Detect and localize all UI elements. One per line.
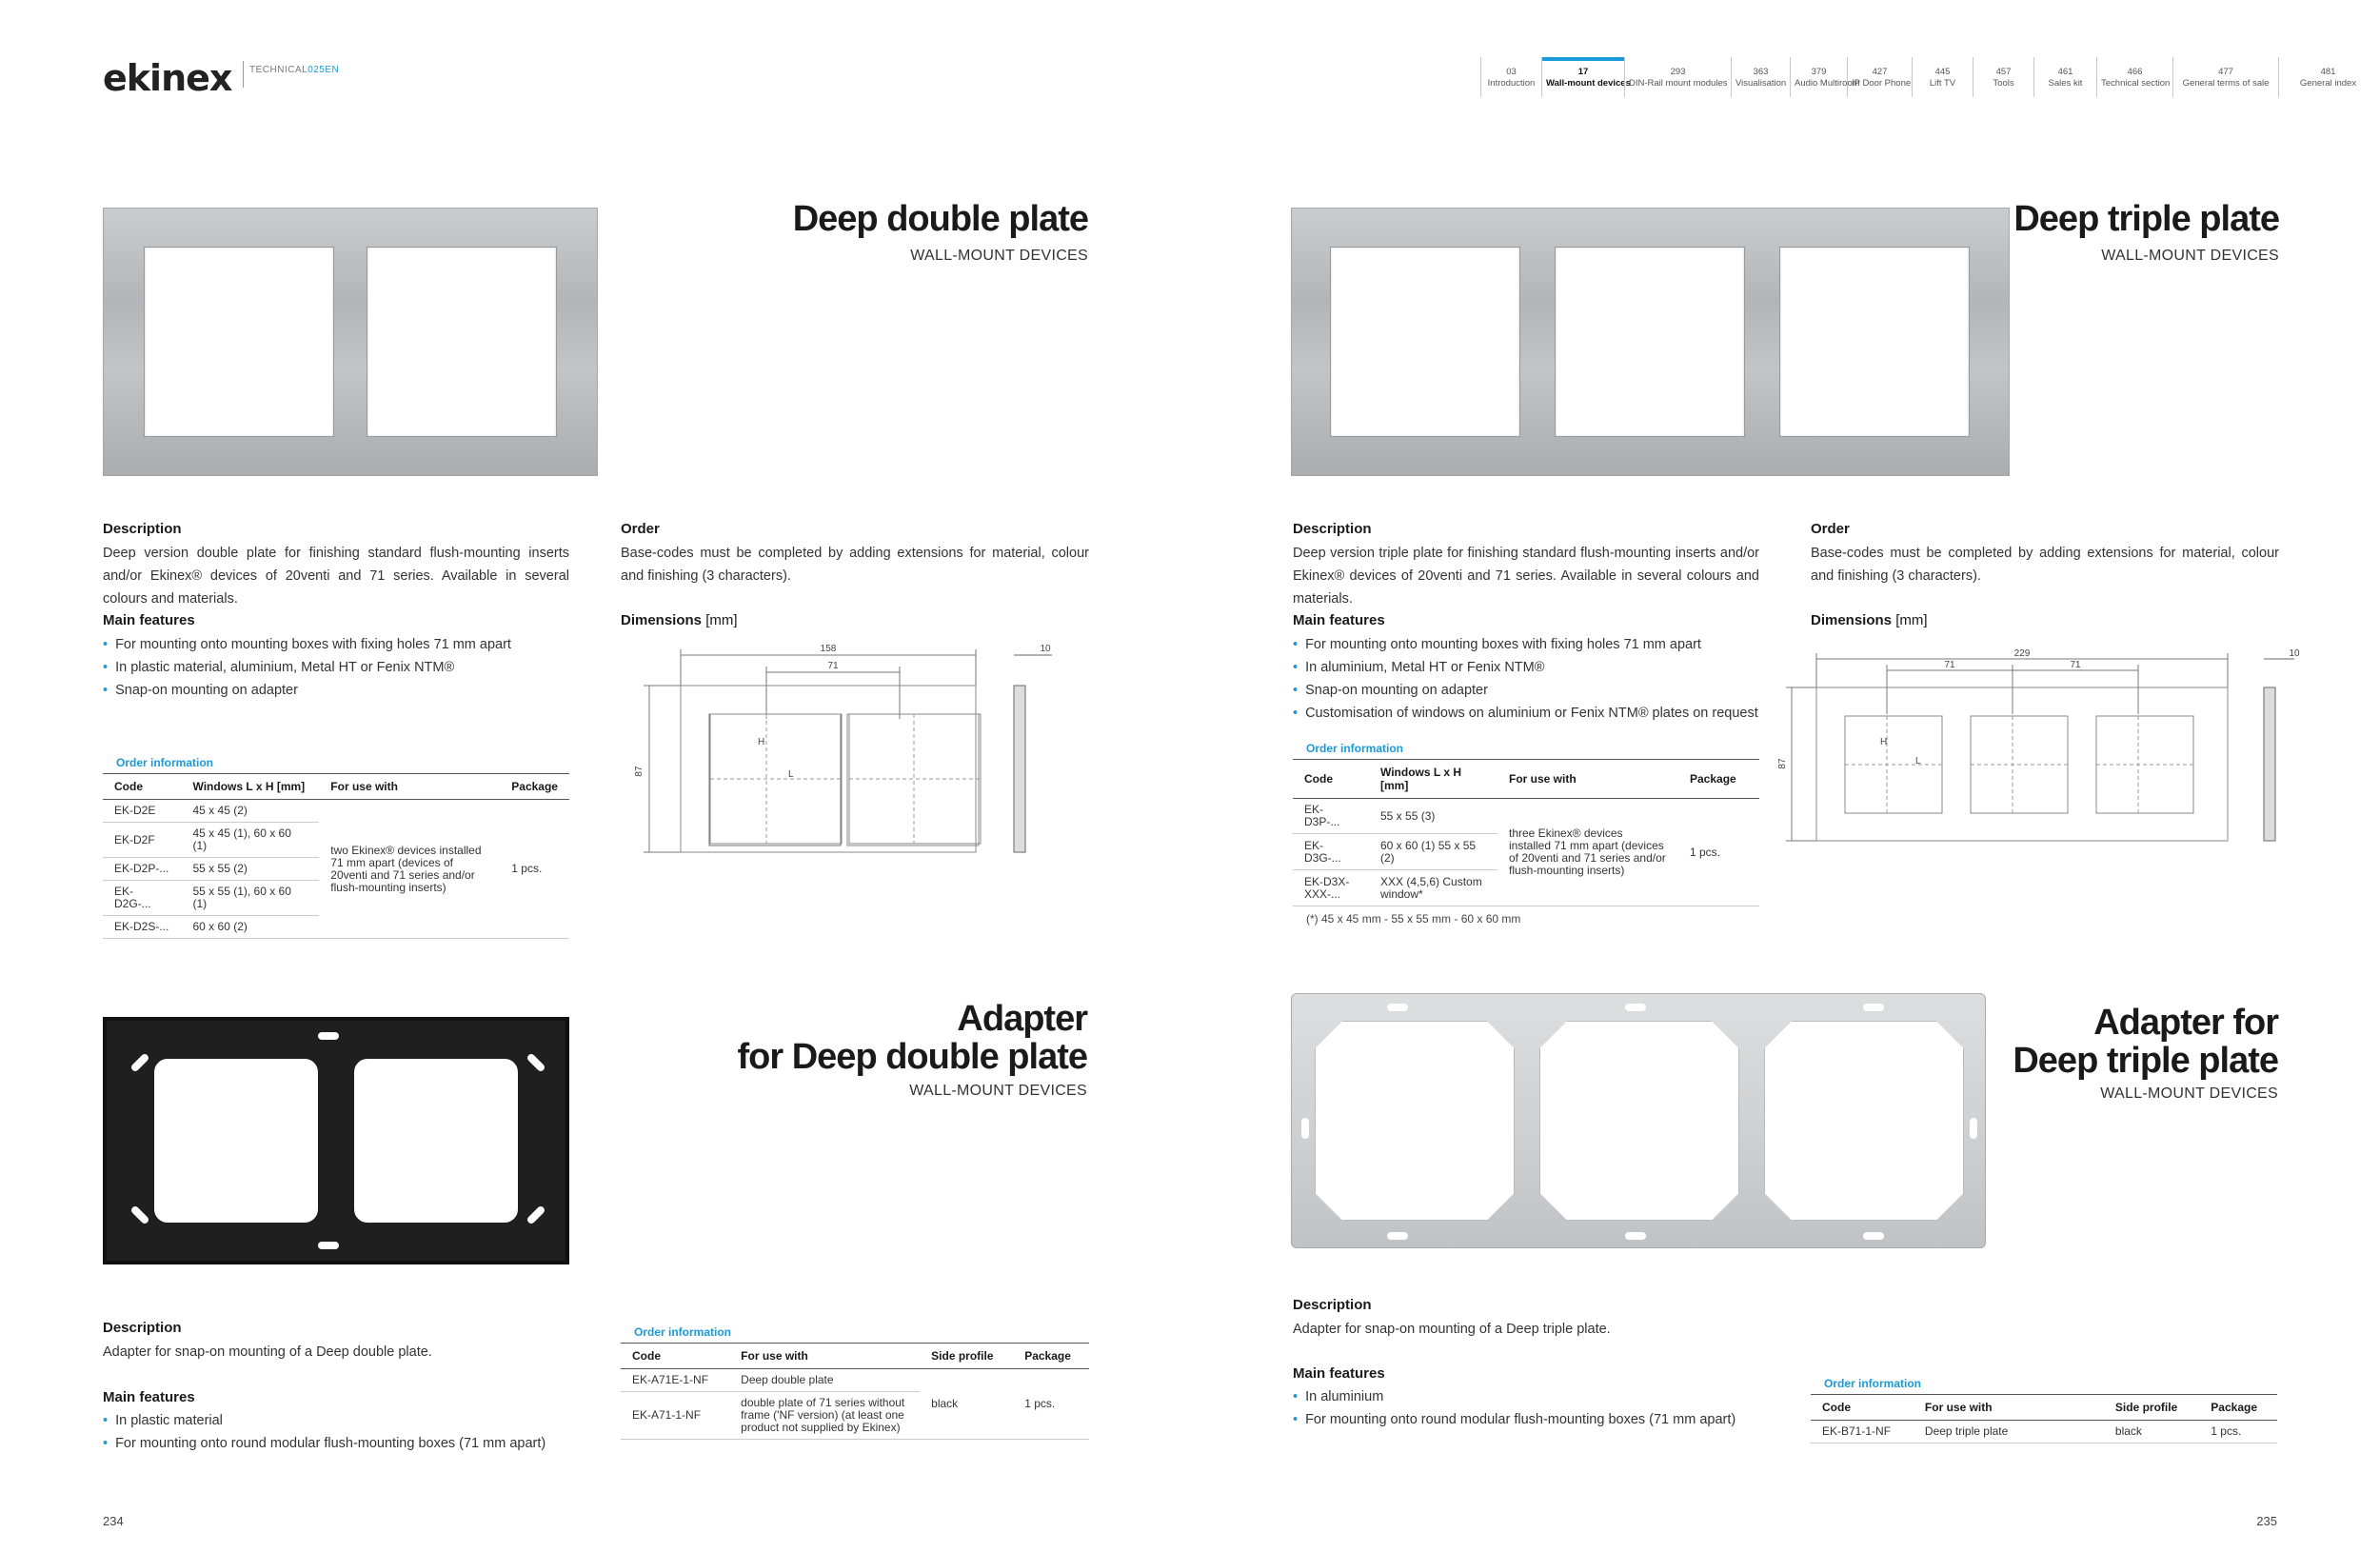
table-row: EK-D3P-... 55 x 55 (3) three Ekinex® devices installed 71 mm apart (devices of 20venti and 71 series and/or flush-mounting inserts) 1 pcs. [1293,799,1759,834]
nav-tab-din-rail-mount-modules[interactable]: 293 DIN-Rail mount modules [1624,57,1731,97]
double-plate-order-text: Base-codes must be completed by adding extensions for material, colour and finishing (3 characters). [621,546,1089,584]
nav-tab-introduction[interactable]: 03 Introduction [1480,57,1541,97]
svg-text:10: 10 [2289,648,2300,659]
nav-tab-lift-tv[interactable]: 445 Lift TV [1912,57,1973,97]
svg-text:10: 10 [1040,644,1051,654]
svg-text:87: 87 [634,766,645,777]
double-adapter-order-info-title: Order information [634,1325,732,1339]
nav-tab-tools[interactable]: 457 Tools [1973,57,2033,97]
double-plate-subtitle: WALL-MOUNT DEVICES [910,248,1088,264]
svg-text:L: L [1915,756,1921,767]
double-plate-features: • For mounting onto mounting boxes with fixing holes 71 mm apart • In plastic material, aluminium, Metal HT or Fenix NTM® • Snap-on mounting on adapter [103,633,579,702]
double-adapter-description: Adapter for snap-on mounting of a Deep double plate. [103,1344,432,1360]
triple-plate-dimension-drawing [1777,647,2332,857]
svg-text:229: 229 [2013,648,2031,659]
nav-tab-general-index[interactable]: 481 General index [2278,57,2377,97]
double-adapter-order-table: Code For use with Side profile Package EK-A71E-1-NF Deep double plate black 1 pcs. EK-A71-1-NF double plate of 71 series without frame ('NF version) (at least one product not supplied by Ekinex) [621,1343,1089,1440]
page-number-right: 235 [2256,1514,2277,1528]
double-adapter-description-heading: Description [103,1320,182,1336]
svg-text:71: 71 [827,661,839,671]
double-adapter-image [103,1017,569,1264]
triple-adapter-order-info-title: Order information [1824,1377,1922,1390]
section-nav [1480,57,2377,97]
triple-plate-footnote: (*) 45 x 45 mm - 55 x 55 mm - 60 x 60 mm [1306,912,1521,926]
triple-adapter-image [1291,993,1986,1248]
triple-adapter-description-heading: Description [1293,1297,1372,1313]
logo-divider [243,61,244,88]
double-adapter-features: • In plastic material • For mounting onto round modular flush-mounting boxes (71 mm apart) [103,1409,636,1455]
table-row: EK-D2F 45 x 45 (1), 60 x 60 (1) [103,823,569,858]
triple-adapter-title: Adapter for Deep triple plate [2013,1003,2278,1081]
double-plate-order-info-title: Order information [116,756,214,769]
table-row: EK-A71-1-NF double plate of 71 series without frame ('NF version) (at least one product not supplied by Ekinex) [621,1392,1089,1440]
brand-logo: ekinex [103,57,232,99]
double-plate-image [103,208,598,476]
double-plate-order-table: Code Windows L x H [mm] For use with Package EK-D2E 45 x 45 (2) two Ekinex® devices installed 71 mm apart (devices of 20venti and 71 series and/or flush-mounting inserts) 1 pcs. EK-D2F 45 x 45 (1), 60 x 60 (1) EK-D2P-... 55 x 55 (2) EK-D2G-... 55 x 55 (1), 60 x 60 (1) EK-D2S-... 60 x 60 (2) [103,773,569,939]
table-row: EK-A71E-1-NF Deep double plate black 1 pcs. [621,1369,1089,1392]
svg-text:71: 71 [2070,660,2081,670]
catalog-code: TECHNICAL025EN [249,65,340,75]
double-plate-dimensions-heading: Dimensions [mm] [621,612,738,628]
nav-tab-ip-door-phone[interactable]: 427 IP Door Phone [1847,57,1912,97]
page-number-left: 234 [103,1514,124,1528]
triple-plate-features: • For mounting onto mounting boxes with fixing holes 71 mm apart • In aluminium, Metal HT or Fenix NTM® • Snap-on mounting on adapter • Customisation of windows on aluminium or Fenix NTM® plates on request [1293,633,1769,725]
triple-plate-dimensions-heading: Dimensions [mm] [1811,612,1928,628]
triple-adapter-features: • In aluminium • For mounting onto round modular flush-mounting boxes (71 mm apart) [1293,1385,1788,1431]
nav-tab-technical-section[interactable]: 466 Technical section [2096,57,2172,97]
double-adapter-features-heading: Main features [103,1389,195,1405]
double-plate-description-heading: Description [103,521,182,537]
triple-plate-image [1291,208,2010,476]
triple-plate-description: Deep version triple plate for finishing standard flush-mounting inserts and/or Ekinex® devices of 20venti and 71 series. Available in several colours and materials. [1293,546,1759,607]
triple-plate-order-table: Code Windows L x H [mm] For use with Package EK-D3P-... 55 x 55 (3) three Ekinex® devices installed 71 mm apart (devices of 20venti and 71 series and/or flush-mounting inserts) 1 pcs. EK-D3G-... 60 x 60 (1) 55 x 55 (2) EK-D3X-XXX-... XXX (4,5,6) Custom window* [1293,759,1759,906]
nav-tab-wall-mount-devices[interactable]: 17 Wall-mount devices [1541,57,1624,97]
double-plate-description: Deep version double plate for finishing standard flush-mounting inserts and/or Ekinex® devices of 20venti and 71 series. Available in several colours and materials. [103,546,569,607]
svg-text:H: H [758,737,765,747]
table-row: EK-D2E 45 x 45 (2) two Ekinex® devices installed 71 mm apart (devices of 20venti and 71 series and/or flush-mounting inserts) 1 pcs. [103,800,569,823]
nav-tab-sales-kit[interactable]: 461 Sales kit [2033,57,2096,97]
triple-plate-features-heading: Main features [1293,612,1385,628]
svg-text:L: L [788,769,794,780]
table-row: EK-D2G-... 55 x 55 (1), 60 x 60 (1) [103,881,569,916]
triple-adapter-subtitle: WALL-MOUNT DEVICES [2100,1085,2278,1102]
triple-adapter-features-heading: Main features [1293,1365,1385,1382]
svg-text:158: 158 [820,644,837,654]
nav-tab-general-terms-of-sale[interactable]: 477 General terms of sale [2172,57,2278,97]
nav-tab-visualisation[interactable]: 363 Visualisation [1731,57,1790,97]
triple-plate-description-heading: Description [1293,521,1372,537]
triple-plate-order-info-title: Order information [1306,742,1404,755]
nav-tab-audio-multiroom[interactable]: 379 Audio Multiroom [1790,57,1847,97]
svg-text:H: H [1880,737,1888,747]
triple-plate-order-heading: Order [1811,521,1850,537]
double-adapter-subtitle: WALL-MOUNT DEVICES [909,1083,1087,1099]
table-row: EK-B71-1-NF Deep triple plate black 1 pcs. [1811,1421,2277,1443]
triple-plate-order-text: Base-codes must be completed by adding extensions for material, colour and finishing (3 characters). [1811,546,2279,584]
table-row: EK-D2S-... 60 x 60 (2) [103,916,569,939]
triple-plate-subtitle: WALL-MOUNT DEVICES [2101,248,2279,264]
svg-text:71: 71 [1944,660,1955,670]
double-plate-order-heading: Order [621,521,660,537]
double-adapter-title: Adapter for Deep double plate [737,999,1087,1077]
double-plate-dimension-drawing [628,638,1076,866]
table-row: EK-D3X-XXX-... XXX (4,5,6) Custom window* [1293,870,1759,906]
table-row: EK-D3G-... 60 x 60 (1) 55 x 55 (2) [1293,834,1759,870]
table-row: EK-D2P-... 55 x 55 (2) [103,858,569,881]
triple-adapter-description: Adapter for snap-on mounting of a Deep triple plate. [1293,1322,1611,1337]
double-plate-title: Deep double plate [792,199,1088,239]
triple-adapter-order-table: Code For use with Side profile Package EK-B71-1-NF Deep triple plate black 1 pcs. [1811,1394,2277,1443]
svg-text:87: 87 [1777,758,1788,769]
triple-plate-title: Deep triple plate [2013,199,2279,239]
double-plate-features-heading: Main features [103,612,195,628]
